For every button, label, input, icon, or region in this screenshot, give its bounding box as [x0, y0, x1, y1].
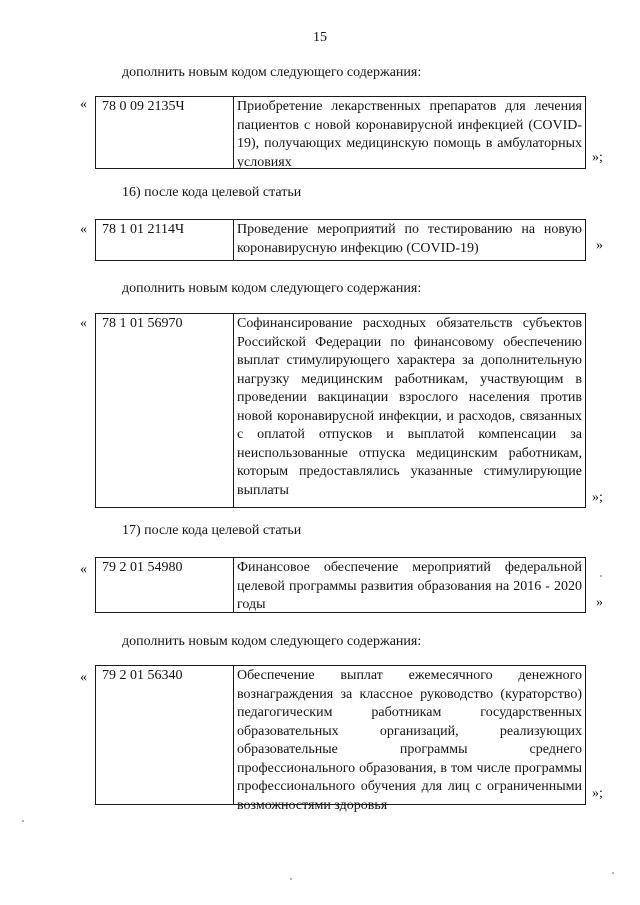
close-quote: »; [592, 786, 603, 801]
close-quote: »; [592, 490, 603, 505]
close-quote: » [596, 595, 603, 610]
code-description: Софинансирование расходных обязательств субъектов Российской Федерации по финансовому обеспечению выплат стимулирующего характера за дополнительную нагрузку медицинским работникам, участвующим в проведении вакцинации взрослого населения против новой коронавирусной инфекции, и расходов, связанных с оплатой отпусков и выплатой компенсации за неиспользованные отпуска медицинским работникам, которым предоставлялись указанные стимулирующие выплаты [237, 316, 582, 498]
close-quote: » [596, 238, 603, 253]
code-description: Финансовое обеспечение мероприятий федеральной целевой программы развития образования на 2016 - 2020 годы [237, 560, 582, 612]
code-description: Проведение мероприятий по тестированию на новую коронавирусную инфекцию (COVID-19) [237, 222, 582, 256]
instruction-text: дополнить новым кодом следующего содержания: [122, 634, 422, 649]
code-table-row [95, 665, 586, 813]
open-quote: « [80, 562, 87, 577]
open-quote: « [80, 97, 87, 112]
page-number: 15 [313, 30, 327, 45]
target-code: 79 2 01 54980 [96, 558, 234, 612]
code-table-row [95, 219, 586, 261]
code-table-row [95, 557, 586, 613]
code-table-row [95, 313, 586, 508]
target-code: 79 2 01 56340 [96, 666, 234, 804]
scan-speck [600, 575, 602, 577]
scan-speck [22, 820, 24, 822]
scan-speck [290, 878, 292, 880]
section-heading: 16) после кода целевой статьи [122, 185, 302, 200]
code-description: Приобретение лекарственных препаратов для лечения пациентов с новой коронавирусной инфекцией (COVID-19), получающих медицинскую помощь в амбулаторных условиях [237, 99, 582, 170]
scan-speck [612, 872, 614, 874]
target-code: 78 1 01 56970 [96, 314, 234, 507]
target-code: 78 1 01 2114Ч [96, 220, 234, 260]
instruction-text: дополнить новым кодом следующего содержания: [122, 281, 422, 296]
open-quote: « [80, 670, 87, 685]
instruction-text: дополнить новым кодом следующего содержания: [122, 65, 422, 80]
code-table-row [95, 96, 586, 169]
open-quote: « [80, 222, 87, 237]
code-description: Обеспечение выплат ежемесячного денежного вознаграждения за классное руководство (кураторство) педагогическим работникам государственных образовательных организаций, реализующих образовательные программы среднего профессионального образования, в том числе программы профессионального обучения для лиц с ограниченными возможностями здоровья [237, 668, 582, 813]
section-heading: 17) после кода целевой статьи [122, 523, 302, 538]
close-quote: »; [592, 150, 603, 165]
open-quote: « [80, 316, 87, 331]
target-code: 78 0 09 2135Ч [96, 97, 234, 168]
